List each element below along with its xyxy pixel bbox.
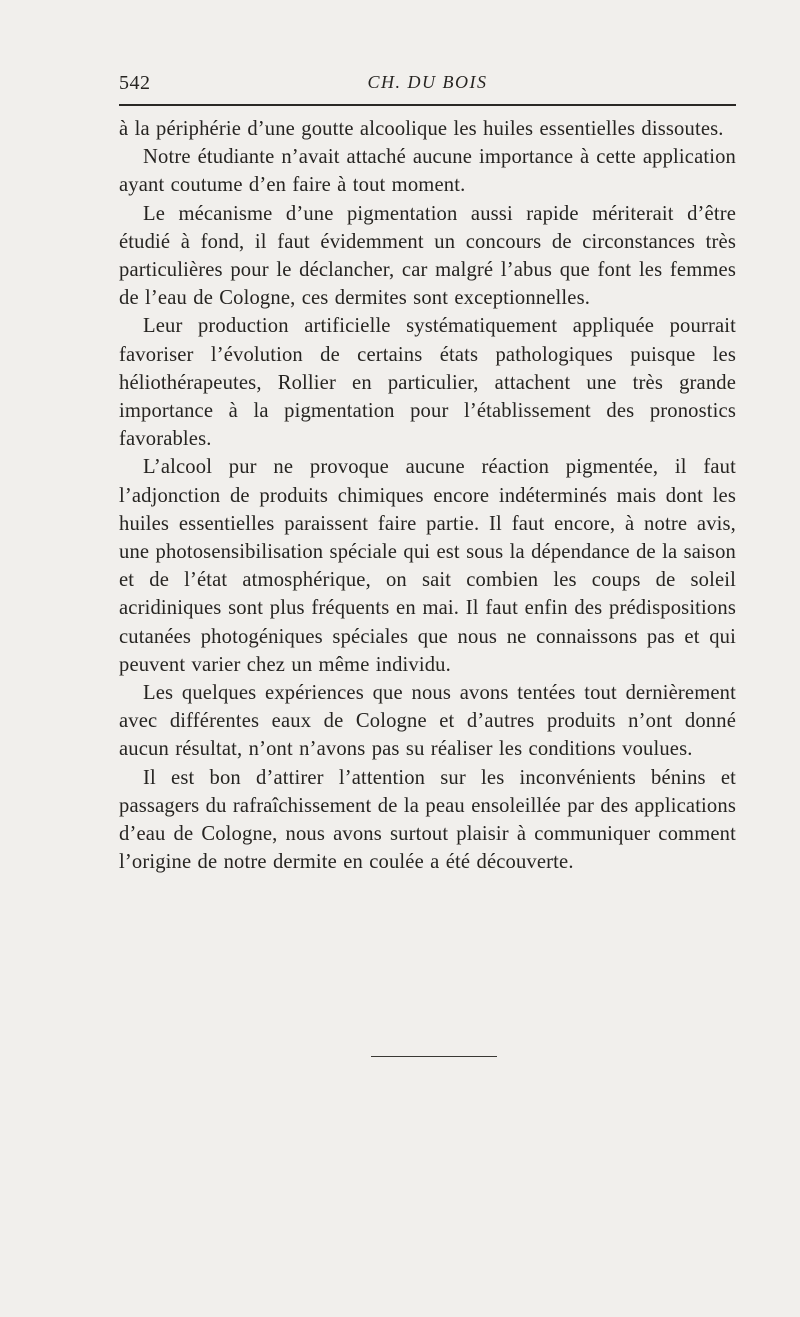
paragraph-1: à la périphérie d’une goutte alcoolique les huiles essentielles dissoutes.	[119, 118, 724, 140]
page-header	[119, 68, 736, 98]
paragraph-7: Il est bon d’attirer l’attention sur les inconvénients bénins et passagers du rafraîchissement de la peau ensoleillée par des applications d’eau de Cologne, nous avons surtout plaisir à communiquer comment l’origine de notre dermite en coulée a été découverte.	[119, 766, 736, 874]
paragraph-3: Le mécanisme d’une pigmentation aussi rapide mériterait d’être étudié à fond, il faut évidemment un concours de circonstances très particulières pour le déclancher, car malgré l’abus que font les femmes de l’eau de Cologne, ces dermites sont exceptionnelles.	[119, 202, 736, 310]
header-rule	[119, 104, 736, 106]
paragraph-4: Leur production artificielle systématiquement appliquée pourrait favoriser l’évolution de certains états pathologiques puisque les héliothérapeutes, Rollier en particulier, attachent une très grande importance à la pigmentation pour l’établissement des pronostics favorables.	[119, 315, 736, 451]
page-number: 542	[119, 72, 151, 94]
paragraph-5: L’alcool pur ne provoque aucune réaction pigmentée, il faut l’adjonction de produits chimiques encore indéterminés mais dont les huiles essentielles paraissent faire partie. Il faut encore, à notre avis, une photosensibilisation spéciale qui est sous la dépendance de la saison et de l’état atmosphérique, on sait combien les coups de soleil acridiniques sont plus fréquents en mai. Il faut enfin des prédispositions cutanées photogéniques spéciales que nous ne connaissons pas et qui peuvent varier chez un même individu.	[119, 456, 736, 676]
closing-rule	[371, 1056, 497, 1057]
running-title: CH. DU BOIS	[367, 72, 488, 92]
paragraph-6: Les quelques expériences que nous avons tentées tout dernièrement avec différentes eaux de Cologne et d’autres produits n’ont donné aucun résultat, n’ont n’avons pas su réaliser les conditions voulues.	[119, 682, 736, 761]
body-text	[119, 115, 736, 876]
paragraph-2: Notre étudiante n’avait attaché aucune importance à cette application ayant coutume d’en faire à tout moment.	[119, 146, 736, 197]
